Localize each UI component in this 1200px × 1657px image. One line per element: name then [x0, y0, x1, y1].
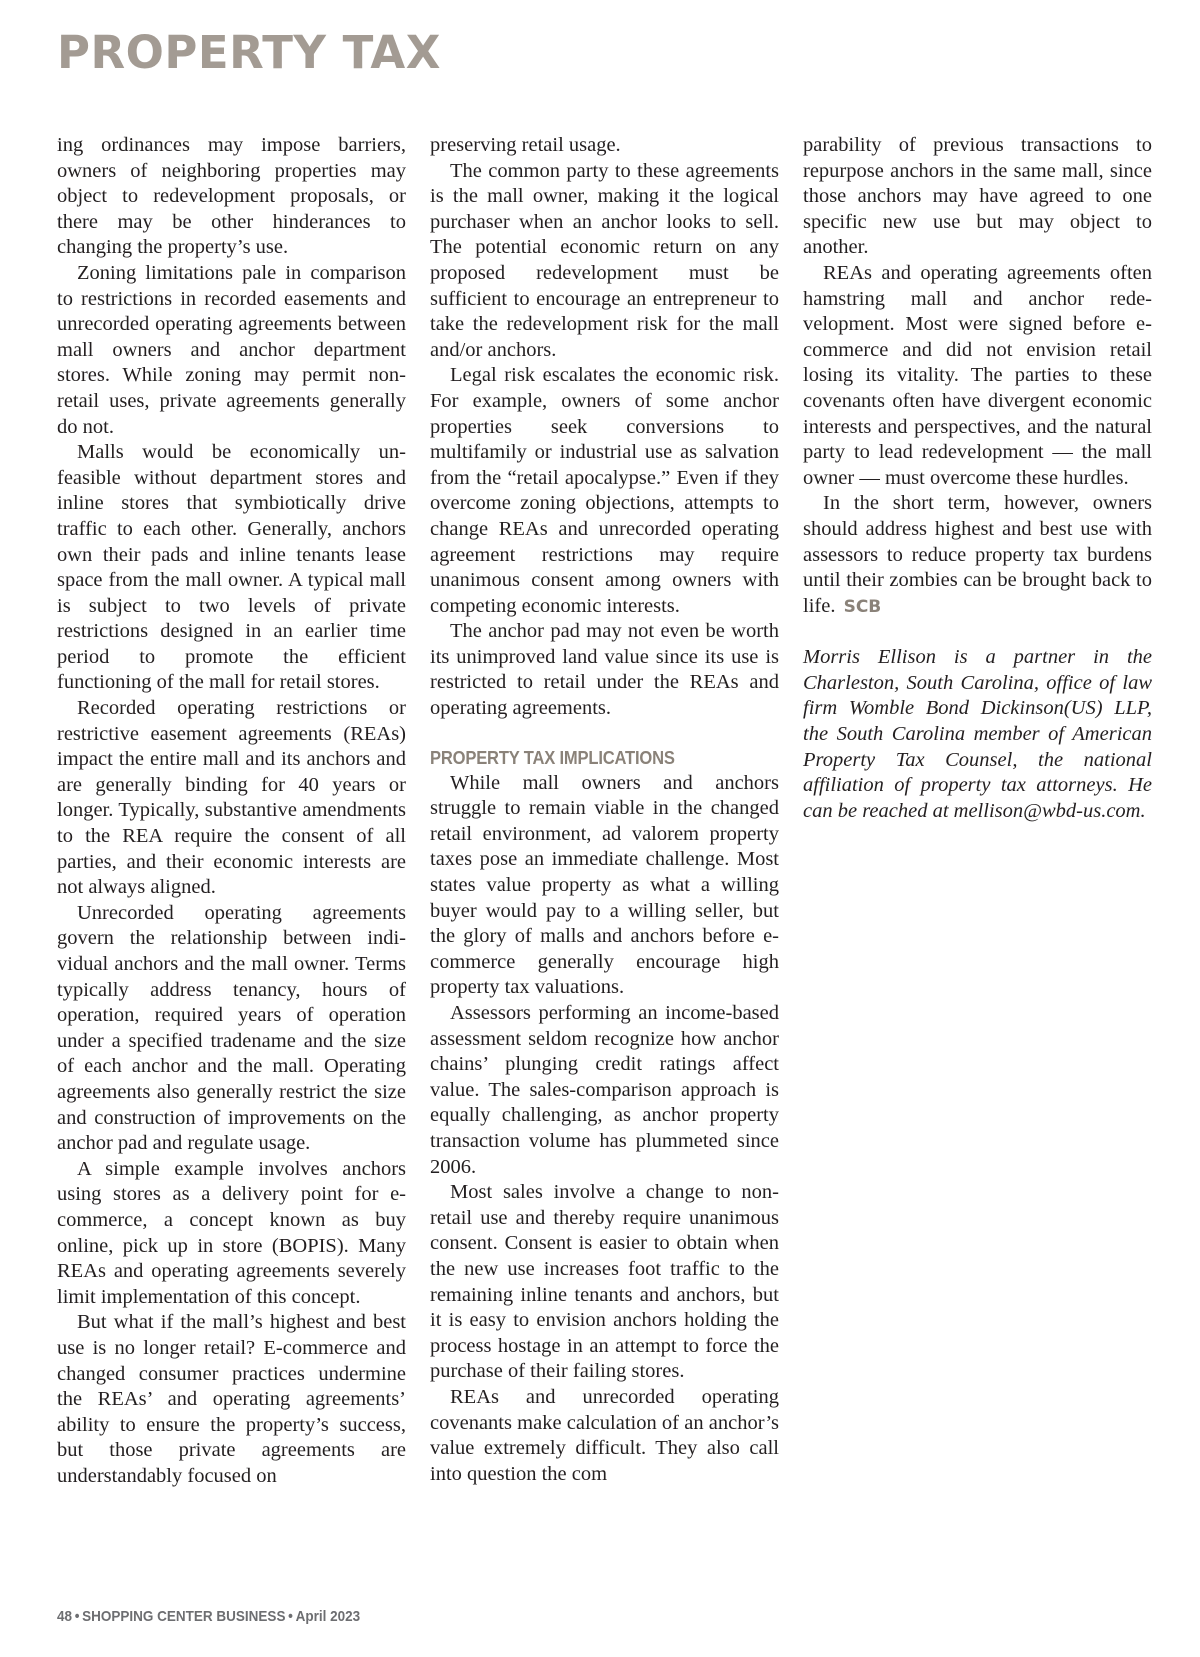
article-column-1 — [57, 133, 406, 1489]
footer-separator: • — [74, 1608, 80, 1625]
paragraph: While mall owners and anchors struggle to remain viable in the changed retail environment, ad valorem property taxes pose an immediate challenge. Most states value property as what a willing buyer would pay to a willing seller, but the glory of malls and anchors before e-commerce generally encourage high property tax valuations. — [430, 771, 779, 999]
paragraph: ing ordinances may impose barriers, owners of neighboring properties may object to redevelopment proposals, or there may be other hinderances to changing the property’s use. — [57, 134, 406, 259]
paragraph: Malls would be economically unfeasible without department stores and inline stores that symbiotically drive traffic to each other. Generally, anchors own their pads and inline tenants lease space from the mall owner. A typical mall is subject to two levels of private restrictions designed in an earlier time period to promote the efficient functioning of the mall for retail stores. — [57, 441, 406, 694]
paragraph: REAs and operating agreements often hamstring mall and anchor redevelopment. Most were signed before e-commerce and did not envision retail losing its vitality. The parties to these covenants often have divergent economic interests and perspectives, and the natural party to lead redevelopment — the mall owner — must overcome these hurdles. — [803, 261, 1152, 489]
author-bio: Morris Ellison is a partner in the Charleston, South Carolina, office of law firm Womble Bond Dickinson(US) LLP, the South Carolina member of American Property Tax Counsel, the national affiliation of property tax attorneys. He can be reached at mellison@wbd-us.com. — [803, 646, 1152, 822]
paragraph: Most sales involve a change to non-retail use and thereby require unanimous consent. Consent is easier to obtain when the new use increases foot traffic to the remaining inline tenants and anchors, but it is easy to envision anchors holding the process hostage in an attempt to force the purchase of their failing stores. — [430, 1181, 779, 1383]
paragraph: The anchor pad may not even be worth its unimproved land value since its use is restricted to retail under the REAs and operating agreements. — [430, 620, 779, 720]
paragraph: Recorded operating restrictions or restrictive easement agreements (REAs) impact the entire mall and its anchors and are generally binding for 40 years or longer. Typically, substantive amendments to the REA require the consent of all parties, and their economic interests are not always aligned. — [57, 697, 406, 899]
issue-date: April 2023 — [295, 1608, 361, 1625]
paragraph: A simple example involves anchors using stores as a delivery point for e-commerce, a concept known as buy online, pick up in store (BOPIS). Many REAs and operating agreements severely limit implementation of this concept. — [57, 1157, 406, 1308]
paragraph: Unrecorded operating agreements govern the relationship between individual anchors and the mall owner. Terms typically address tenancy, hours of operation, required years of operation under a specified tradename and the size of each anchor and the mall. Operating agreements also generally restrict the size and construction of improvements on the anchor pad and regulate usage. — [57, 901, 406, 1155]
paragraph: parability of previous transactions to repurpose anchors in the same mall, since those anchors may have agreed to one specific new use but may object to another. — [803, 134, 1152, 259]
paragraph-text: In the short term, however, owners should address highest and best use with assessors to reduce property tax burdens until their zombies can be brought back to life. — [803, 492, 1152, 617]
paragraph: Zoning limitations pale in comparison to restrictions in recorded easements and unrecorded operating agreements between mall owners and anchor department stores. While zoning may permit non-retail uses, private agreements generally do not. — [57, 261, 406, 438]
paragraph: REAs and unrecorded operating covenants make calculation of an anchor’s value extremely difficult. They also call into question the com — [430, 1385, 779, 1485]
end-mark: SCB — [843, 596, 882, 617]
paragraph-final — [803, 491, 1152, 620]
paragraph: Legal risk escalates the economic risk. For example, owners of some anchor properties seek conversions to multifamily or industrial use as salvation from the “retail apocalypse.” Even if they overcome zoning objections, attempts to change REAs and unrecorded operating agreement restrictions may require unanimous consent among owners with competing economic interests. — [430, 364, 779, 617]
paragraph: Assessors performing an income-based assessment seldom recognize how anchor chains’ plunging credit ratings affect value. The sales-comparison approach is equally challenging, as anchor property transaction volume has plummeted since 2006. — [430, 1002, 779, 1178]
page-footer — [57, 1608, 360, 1626]
paragraph: The common party to these agreements is the mall owner, making it the logical purchaser when an anchor looks to sell. The potential economic return on any proposed redevelopment must be sufficient to encourage an entrepreneur to take the redevelopment risk for the mall and/or anchors. — [430, 159, 779, 361]
article-column-2 — [430, 133, 779, 1487]
paragraph: preserving retail usage. — [430, 134, 621, 156]
article-column-3 — [803, 133, 1152, 824]
subheading: PROPERTY TAX IMPLICATIONS — [430, 747, 675, 768]
footer-separator: • — [288, 1608, 293, 1625]
paragraph: But what if the mall’s highest and best use is no longer retail? E-commerce and changed consumer practices undermine the REAs’ and operating agreements’ ability to ensure the property’s success, but those private agreements are understandably focused on — [57, 1311, 406, 1487]
publication-name: SHOPPING CENTER BUSINESS — [82, 1608, 286, 1625]
section-title: PROPERTY TAX — [57, 26, 441, 79]
page-number: 48 — [57, 1608, 73, 1625]
